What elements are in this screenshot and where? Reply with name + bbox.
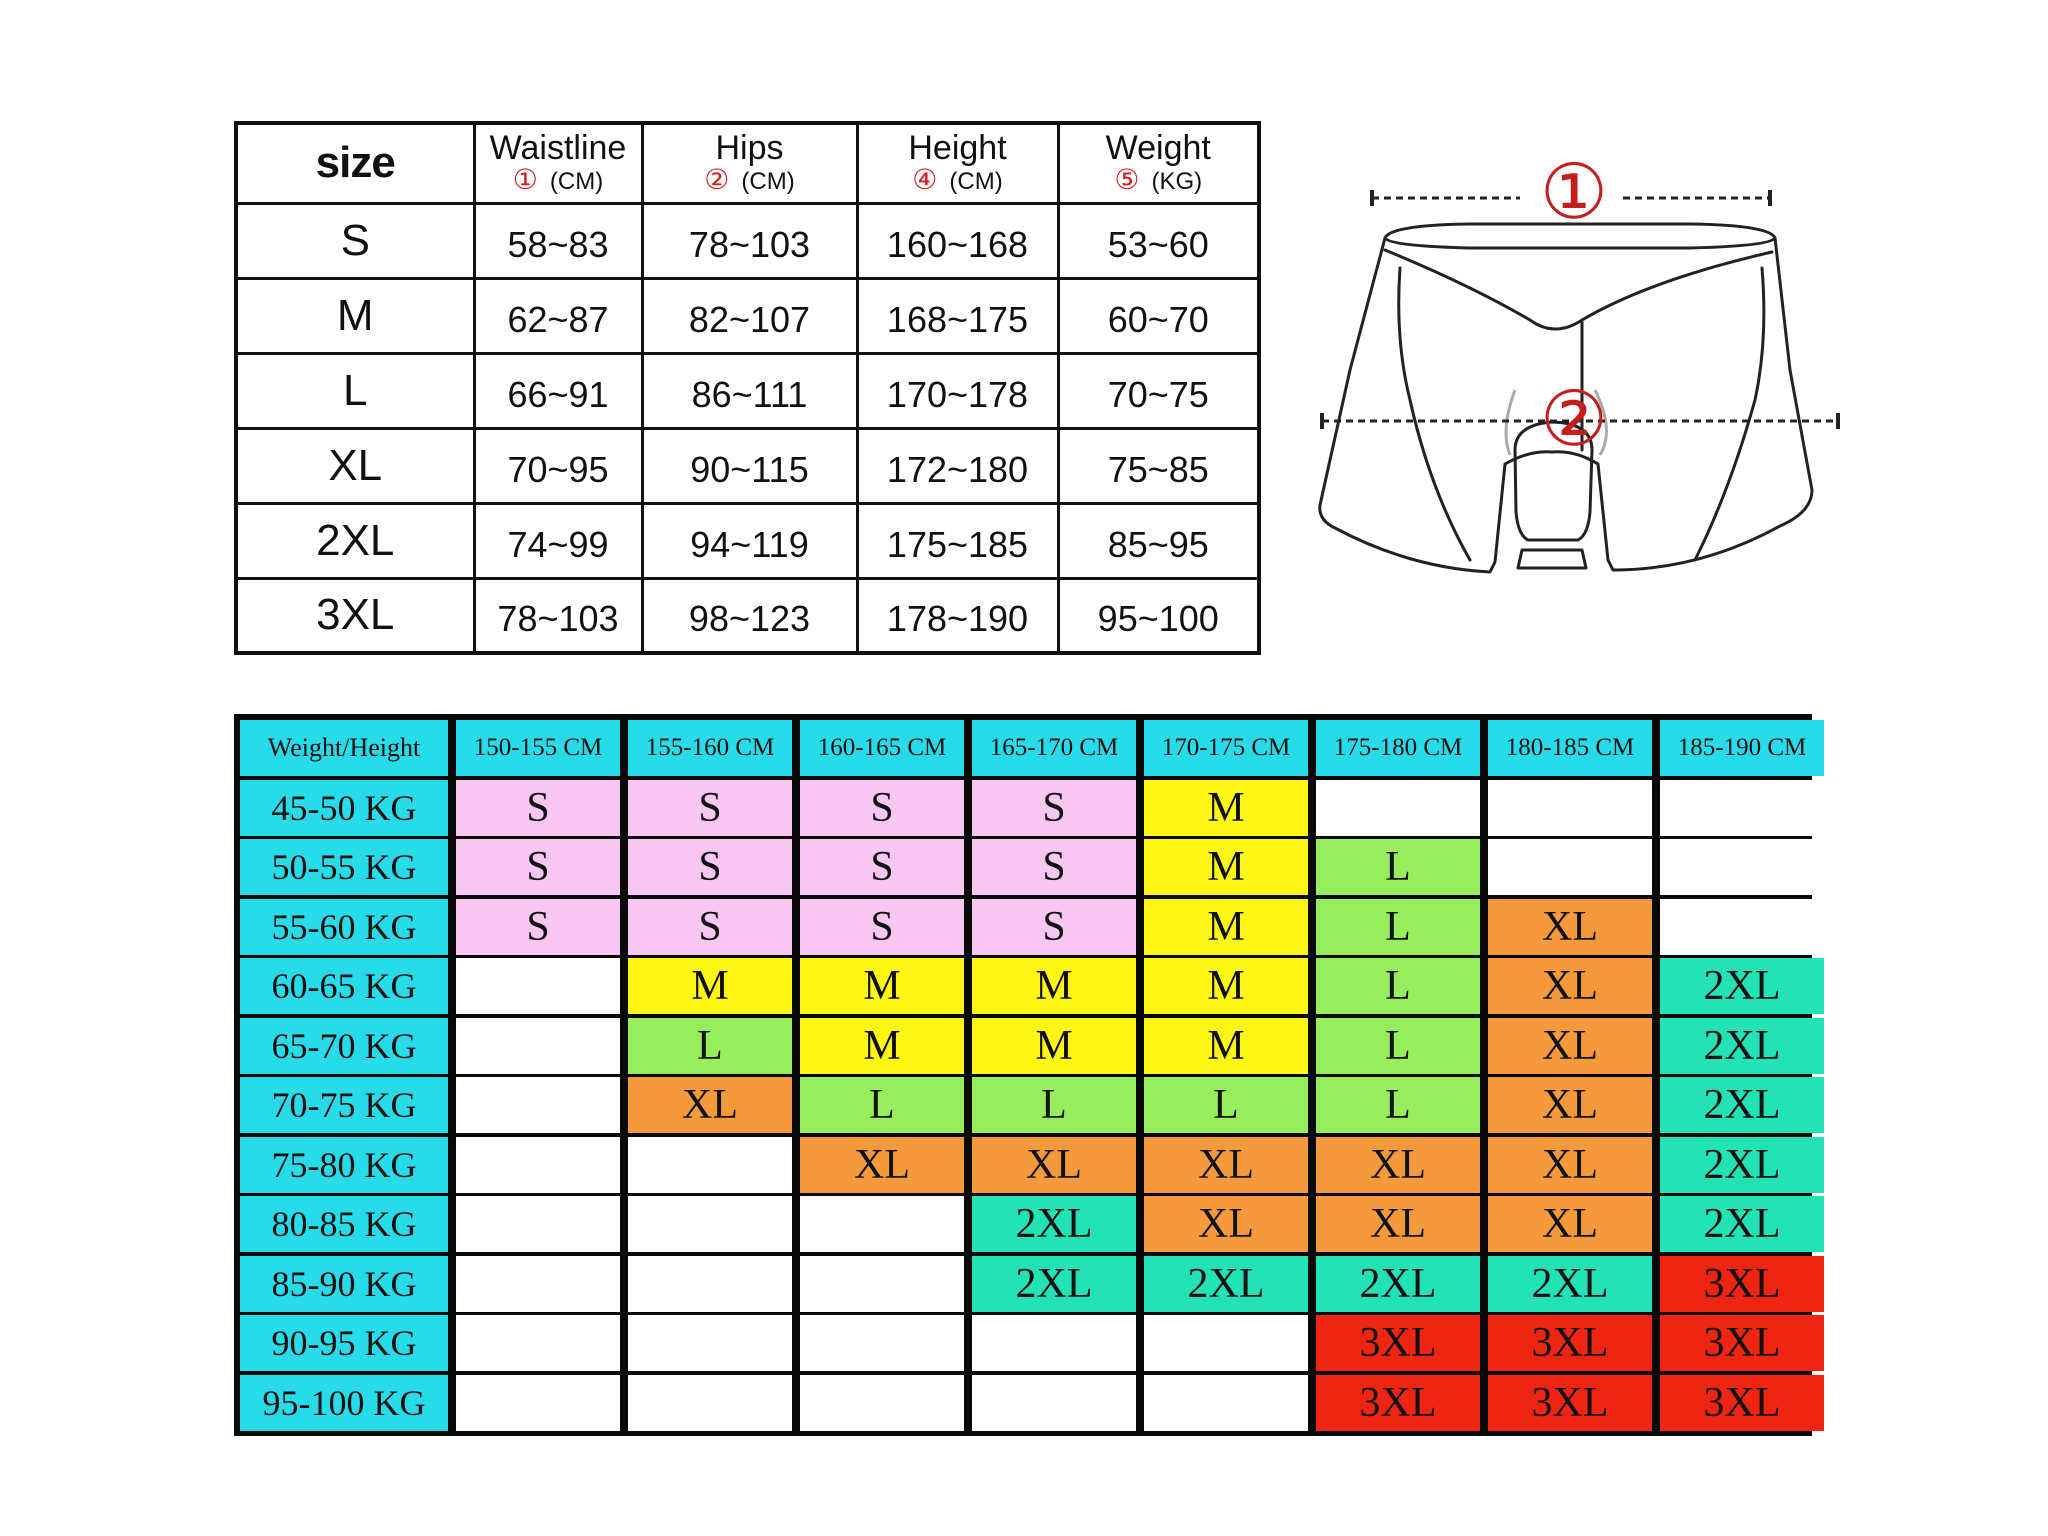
- size-cell: L: [972, 1077, 1136, 1133]
- size-cell: M: [1144, 958, 1308, 1014]
- weight-cell: 75~85: [1058, 428, 1259, 503]
- size-cell: XL: [972, 1137, 1136, 1193]
- empty-cell: [628, 1375, 792, 1431]
- weight-row-header: 75-80 KG: [240, 1137, 448, 1193]
- weight-row-header: 90-95 KG: [240, 1315, 448, 1371]
- size-cell: XL: [1316, 1137, 1480, 1193]
- height-column-header: 165-170 CM: [972, 720, 1136, 776]
- size-cell: M: [628, 958, 792, 1014]
- size-cell: 3XL: [236, 578, 474, 653]
- size-cell: M: [1144, 839, 1308, 895]
- size-cell: XL: [1488, 958, 1652, 1014]
- empty-cell: [456, 1375, 620, 1431]
- hips-cell: 82~107: [642, 278, 857, 353]
- size-cell: XL: [1488, 1137, 1652, 1193]
- weight-row-header: 55-60 KG: [240, 899, 448, 955]
- empty-cell: [456, 1315, 620, 1371]
- weight-cell: 60~70: [1058, 278, 1259, 353]
- weight-cell: 95~100: [1058, 578, 1259, 653]
- size-cell: 2XL: [1660, 1196, 1824, 1252]
- empty-cell: [1316, 780, 1480, 836]
- size-cell: S: [456, 839, 620, 895]
- table-row: [236, 578, 1259, 653]
- hips-marker-icon: ②: [1539, 378, 1609, 462]
- height-cell: 168~175: [857, 278, 1058, 353]
- size-cell: 2XL: [1660, 1077, 1824, 1133]
- hips-unit: (CM): [741, 168, 795, 196]
- size-cell: 3XL: [1660, 1375, 1824, 1431]
- size-cell: S: [456, 899, 620, 955]
- size-cell: S: [972, 780, 1136, 836]
- waistline-label: Waistline: [489, 129, 627, 168]
- size-grid: [240, 720, 1824, 1431]
- empty-cell: [800, 1196, 964, 1252]
- waist-marker-icon: ①: [512, 164, 538, 196]
- size-cell: L: [236, 353, 474, 428]
- empty-cell: [628, 1256, 792, 1312]
- size-cell: S: [972, 899, 1136, 955]
- size-cell: XL: [1488, 1018, 1652, 1074]
- height-column-header: 150-155 CM: [456, 720, 620, 776]
- size-cell: XL: [1488, 899, 1652, 955]
- height-label: Height: [908, 129, 1007, 168]
- empty-cell: [628, 1315, 792, 1371]
- weight-row-header: 45-50 KG: [240, 780, 448, 836]
- empty-cell: [800, 1315, 964, 1371]
- size-cell: XL: [1144, 1196, 1308, 1252]
- size-cell: L: [628, 1018, 792, 1074]
- empty-cell: [456, 1077, 620, 1133]
- size-cell: 3XL: [1660, 1315, 1824, 1371]
- size-measurement-table: [234, 121, 1261, 655]
- size-cell: 2XL: [1316, 1256, 1480, 1312]
- height-column-header: [857, 123, 1058, 203]
- empty-cell: [1488, 780, 1652, 836]
- corner-header: Weight/Height: [240, 720, 448, 776]
- waist-marker-icon: ①: [1539, 151, 1609, 235]
- size-cell: 3XL: [1488, 1315, 1652, 1371]
- size-cell: M: [972, 958, 1136, 1014]
- hips-cell: 90~115: [642, 428, 857, 503]
- waistline-cell: 58~83: [474, 203, 642, 278]
- size-cell: 2XL: [236, 503, 474, 578]
- table-row: [236, 203, 1259, 278]
- size-cell: 2XL: [1660, 1018, 1824, 1074]
- weight-cell: 85~95: [1058, 503, 1259, 578]
- hips-cell: 78~103: [642, 203, 857, 278]
- empty-cell: [1144, 1315, 1308, 1371]
- weight-column-header: [1058, 123, 1259, 203]
- hips-cell: 86~111: [642, 353, 857, 428]
- size-cell: XL: [800, 1137, 964, 1193]
- size-cell: L: [1316, 1018, 1480, 1074]
- shorts-measurement-illustration: [1300, 140, 1840, 610]
- size-cell: 2XL: [1488, 1256, 1652, 1312]
- empty-cell: [1488, 839, 1652, 895]
- size-cell: S: [628, 839, 792, 895]
- empty-cell: [800, 1375, 964, 1431]
- height-cell: 178~190: [857, 578, 1058, 653]
- size-cell: M: [236, 278, 474, 353]
- table-row: [236, 278, 1259, 353]
- size-cell: 3XL: [1488, 1375, 1652, 1431]
- size-cell: S: [236, 203, 474, 278]
- empty-cell: [972, 1375, 1136, 1431]
- empty-cell: [1660, 780, 1824, 836]
- size-cell: 3XL: [1316, 1375, 1480, 1431]
- size-cell: M: [1144, 1018, 1308, 1074]
- waistline-unit: (CM): [549, 168, 604, 196]
- size-cell: S: [800, 839, 964, 895]
- waistline-cell: 66~91: [474, 353, 642, 428]
- size-cell: XL: [236, 428, 474, 503]
- size-cell: S: [456, 780, 620, 836]
- height-column-header: 170-175 CM: [1144, 720, 1308, 776]
- empty-cell: [456, 1256, 620, 1312]
- weight-row-header: 65-70 KG: [240, 1018, 448, 1074]
- size-cell: 3XL: [1660, 1256, 1824, 1312]
- size-cell: XL: [1488, 1077, 1652, 1133]
- weight-row-header: 70-75 KG: [240, 1077, 448, 1133]
- height-column-header: 175-180 CM: [1316, 720, 1480, 776]
- size-cell: 2XL: [1660, 1137, 1824, 1193]
- height-column-header: 185-190 CM: [1660, 720, 1824, 776]
- table-row: [236, 353, 1259, 428]
- table-row: [236, 428, 1259, 503]
- height-unit: (CM): [949, 168, 1003, 196]
- height-cell: 170~178: [857, 353, 1058, 428]
- weight-cell: 53~60: [1058, 203, 1259, 278]
- size-cell: 3XL: [1316, 1315, 1480, 1371]
- empty-cell: [1660, 839, 1824, 895]
- empty-cell: [628, 1137, 792, 1193]
- height-column-header: 180-185 CM: [1488, 720, 1652, 776]
- size-cell: XL: [1144, 1137, 1308, 1193]
- empty-cell: [628, 1196, 792, 1252]
- weight-row-header: 50-55 KG: [240, 839, 448, 895]
- height-column-header: 155-160 CM: [628, 720, 792, 776]
- empty-cell: [1660, 899, 1824, 955]
- weight-unit: (KG): [1151, 168, 1203, 196]
- size-cell: L: [1316, 839, 1480, 895]
- hips-cell: 94~119: [642, 503, 857, 578]
- empty-cell: [456, 1196, 620, 1252]
- size-cell: M: [972, 1018, 1136, 1074]
- hips-label: Hips: [715, 129, 784, 168]
- size-cell: M: [800, 958, 964, 1014]
- hips-marker-icon: ②: [704, 164, 730, 196]
- waistline-cell: 70~95: [474, 428, 642, 503]
- size-cell: S: [628, 899, 792, 955]
- size-table-header-row: [236, 123, 1259, 203]
- size-cell: L: [1316, 958, 1480, 1014]
- waistline-column-header: [474, 123, 642, 203]
- size-cell: 2XL: [972, 1196, 1136, 1252]
- height-cell: 160~168: [857, 203, 1058, 278]
- waistline-cell: 74~99: [474, 503, 642, 578]
- size-cell: L: [1316, 899, 1480, 955]
- weight-height-size-grid: [234, 714, 1812, 1436]
- waistline-cell: 78~103: [474, 578, 642, 653]
- size-cell: 2XL: [1660, 958, 1824, 1014]
- size-cell: XL: [1488, 1196, 1652, 1252]
- size-cell: S: [972, 839, 1136, 895]
- size-cell: M: [1144, 899, 1308, 955]
- size-cell: L: [1144, 1077, 1308, 1133]
- empty-cell: [456, 958, 620, 1014]
- size-column-header: size: [236, 123, 474, 203]
- table-row: [236, 503, 1259, 578]
- size-cell: S: [800, 780, 964, 836]
- empty-cell: [972, 1315, 1136, 1371]
- size-cell: 2XL: [972, 1256, 1136, 1312]
- size-cell: M: [800, 1018, 964, 1074]
- weight-row-header: 85-90 KG: [240, 1256, 448, 1312]
- empty-cell: [456, 1018, 620, 1074]
- size-cell: L: [1316, 1077, 1480, 1133]
- hips-cell: 98~123: [642, 578, 857, 653]
- empty-cell: [800, 1256, 964, 1312]
- weight-row-header: 95-100 KG: [240, 1375, 448, 1431]
- size-cell: M: [1144, 780, 1308, 836]
- size-cell: S: [628, 780, 792, 836]
- hips-column-header: [642, 123, 857, 203]
- weight-cell: 70~75: [1058, 353, 1259, 428]
- empty-cell: [456, 1137, 620, 1193]
- weight-row-header: 60-65 KG: [240, 958, 448, 1014]
- waistline-cell: 62~87: [474, 278, 642, 353]
- height-marker-icon: ④: [912, 164, 938, 196]
- size-cell: L: [800, 1077, 964, 1133]
- size-cell: 2XL: [1144, 1256, 1308, 1312]
- height-cell: 175~185: [857, 503, 1058, 578]
- size-cell: XL: [1316, 1196, 1480, 1252]
- size-cell: S: [800, 899, 964, 955]
- empty-cell: [1144, 1375, 1308, 1431]
- weight-marker-icon: ⑤: [1114, 164, 1140, 196]
- size-cell: XL: [628, 1077, 792, 1133]
- weight-row-header: 80-85 KG: [240, 1196, 448, 1252]
- height-column-header: 160-165 CM: [800, 720, 964, 776]
- weight-label: Weight: [1105, 129, 1211, 168]
- height-cell: 172~180: [857, 428, 1058, 503]
